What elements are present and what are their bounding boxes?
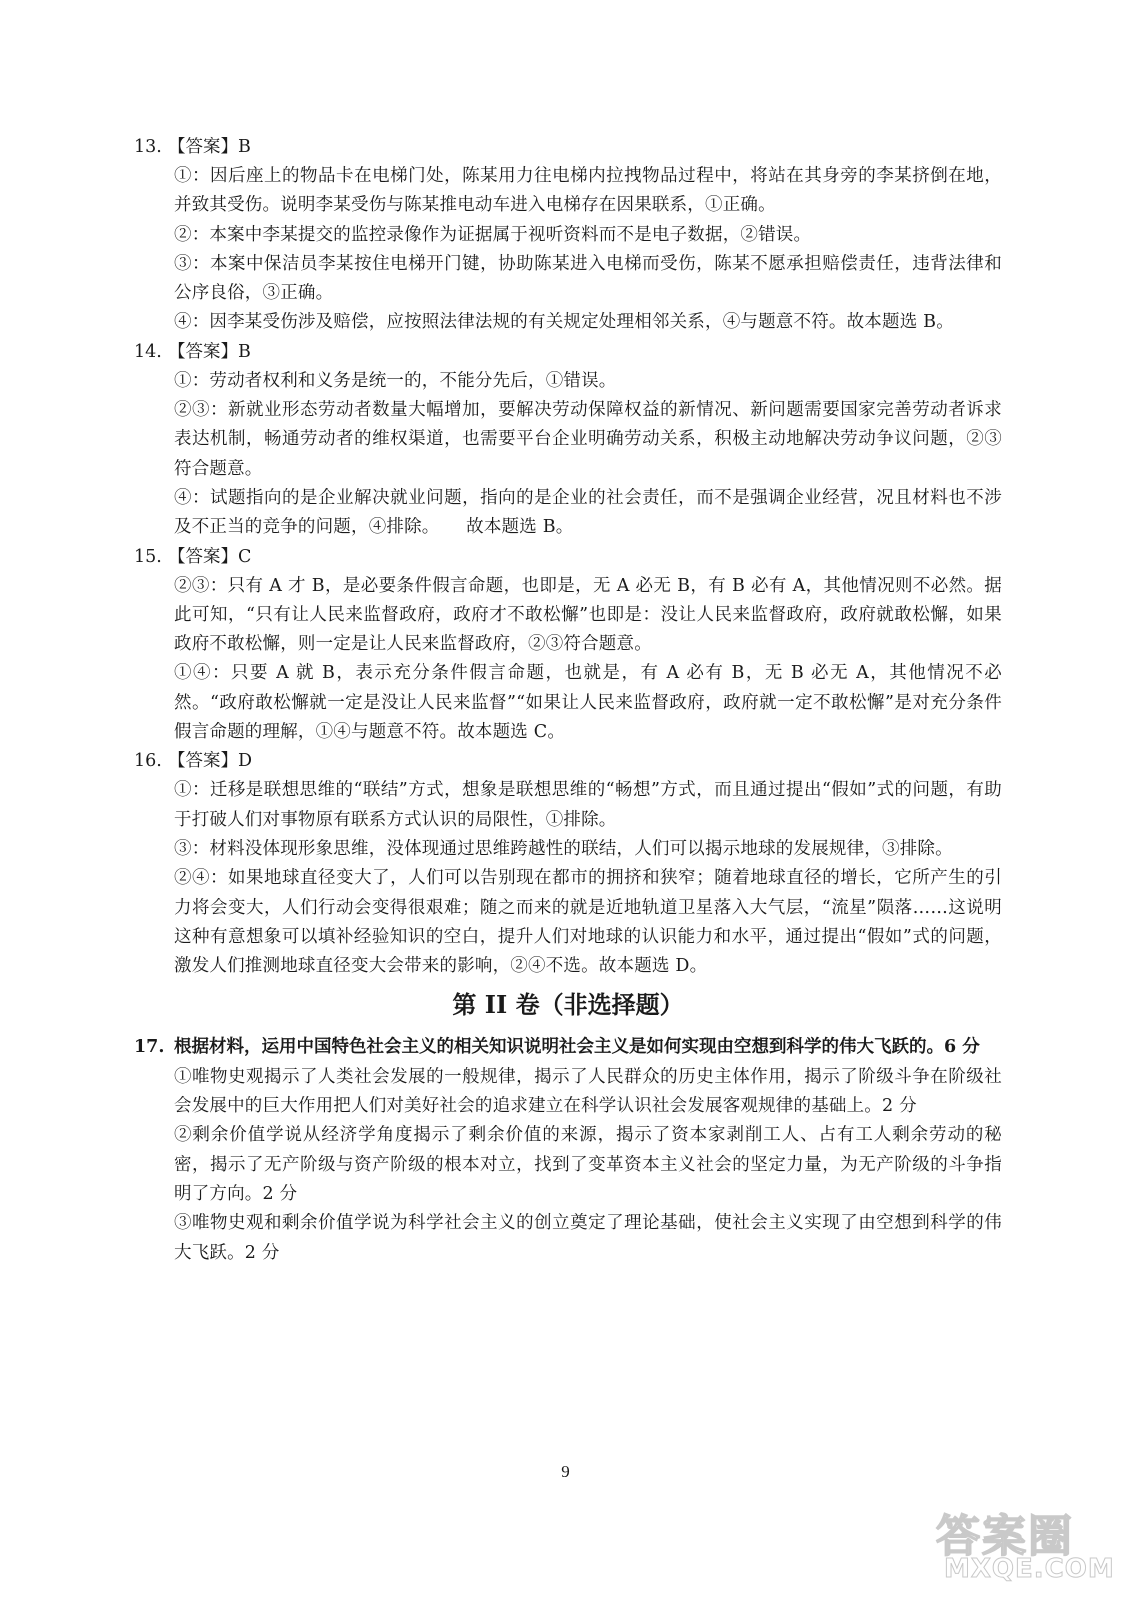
explanation-paragraph: ①④：只要 A 就 B，表示充分条件假言命题，也就是，有 A 必有 B，无 B 必无 A，其他情况不必然。“政府敢松懈就一定是没让人民来监督”“如果让人民来监督政府，政府就一定不敢松懈”是对充分条件假言命题的理解，①④与题意不符。故本题选 C。 — [174, 663, 1002, 743]
explanation-paragraph: ①：迁移是联想思维的“联结”方式，想象是联想思维的“畅想”方式，而且通过提出“假如”式的问题，有助于打破人们对事物原有联系方式认识的局限性，①排除。 — [174, 780, 1002, 830]
answer-label: 【答案】C — [168, 546, 252, 567]
section-title: 第 II 卷（非选择题） — [452, 990, 684, 1020]
question-number: 16. — [134, 751, 162, 772]
explanation-paragraph: ③：本案中保洁员李某按住电梯开门键，协助陈某进入电梯而受伤，陈某不愿承担赔偿责任，违背法律和公序良俗，③正确。 — [174, 253, 1002, 304]
answer-label: 【答案】B — [168, 341, 251, 362]
answer-point: ①唯物史观揭示了人类社会发展的一般规律，揭示了人民群众的历史主体作用，揭示了阶级斗争在阶级社会发展中的巨大作用把人们对美好社会的追求建立在科学认识社会发展客观规律的基础上。2 分 — [174, 1066, 1002, 1117]
question-17 — [134, 1033, 1002, 1267]
watermark-logo — [936, 1500, 1116, 1590]
explanation-paragraph: ③：材料没体现形象思维，没体现通过思维跨越性的联结，人们可以揭示地球的发展规律，③排除。 — [174, 838, 953, 859]
question-17-prompt — [134, 1033, 1002, 1062]
explanation-paragraph: ②③：只有 A 才 B，是必要条件假言命题，也即是，无 A 必无 B，有 B 必有 A，其他情况则不必然。据此可知，“只有让人民来监督政府，政府才不敢松懈”也即是：没让人民来监督政府，政府就敢松懈，如果政府不敢松懈，则一定是让人民来监督政府，②③符合题意。 — [174, 575, 1002, 655]
question-14-header — [134, 338, 1002, 367]
explanation-paragraph: ①：劳动者权利和义务是统一的，不能分先后，①错误。 — [174, 370, 617, 391]
watermark-domain-text: MXQE.COM — [944, 1554, 1115, 1584]
explanation-paragraph: ①：因后座上的物品卡在电梯门处，陈某用力往电梯内拉拽物品过程中，将站在其身旁的李某挤倒在地，并致其受伤。说明李某受伤与陈某推电动车进入电梯存在因果联系，①正确。 — [174, 166, 1002, 216]
answer-content — [134, 133, 1002, 1268]
explanation-paragraph: ②③：新就业形态劳动者数量大幅增加，要解决劳动保障权益的新情况、新问题需要国家完善劳动者诉求表达机制，畅通劳动者的维权渠道，也需要平台企业明确劳动关系，积极主动地解决劳动争议问题，②③符合题意。 — [174, 400, 1002, 479]
page-number: 9 — [561, 1462, 570, 1481]
question-number: 15. — [134, 546, 162, 567]
question-number: 17. — [134, 1037, 165, 1058]
question-13 — [134, 133, 1002, 338]
watermark-chinese-text: 答案圈 — [936, 1511, 1074, 1562]
answer-point: ②剩余价值学说从经济学角度揭示了剩余价值的来源，揭示了资本家剥削工人、占有工人剩余劳动的秘密，揭示了无产阶级与资产阶级的根本对立，找到了变革资本主义社会的坚定力量，为无产阶级的斗争指明了方向。2 分 — [174, 1125, 1002, 1204]
answer-label: 【答案】B — [168, 137, 251, 157]
answer-label: 【答案】D — [168, 751, 253, 772]
explanation-paragraph: ②：本案中李某提交的监控录像作为证据属于视听资料而不是电子数据，②错误。 — [174, 224, 812, 245]
question-14 — [134, 338, 1002, 543]
question-16 — [134, 747, 1002, 981]
answer-point: ③唯物史观和剩余价值学说为科学社会主义的创立奠定了理论基础，使社会主义实现了由空想到科学的伟大飞跃。2 分 — [174, 1213, 1002, 1263]
question-prompt-text: 根据材料，运用中国特色社会主义的相关知识说明社会主义是如何实现由空想到科学的伟大飞跃的。6 分 — [174, 1037, 980, 1058]
question-number: 13. — [134, 137, 162, 157]
question-13-header — [134, 133, 1002, 162]
question-15-header — [134, 543, 1002, 572]
explanation-paragraph: ④：试题指向的是企业解决就业问题，指向的是企业的社会责任，而不是强调企业经营，况且材料也不涉及不正当的竞争的问题，④排除。 故本题选 B。 — [174, 487, 1002, 538]
question-16-header — [134, 747, 1002, 776]
explanation-paragraph: ④：因李某受伤涉及赔偿，应按照法律法规的有关规定处理相邻关系，④与题意不符。故本题选 B。 — [174, 312, 954, 333]
question-number: 14. — [134, 341, 162, 362]
question-15 — [134, 543, 1002, 748]
explanation-paragraph: ②④：如果地球直径变大了，人们可以告别现在都市的拥挤和狭窄；随着地球直径的增长，它所产生的引力将会变大，人们行动会变得很艰难；随之而来的就是近地轨道卫星落入大气层，“流星”陨落……这说明这种有意想象可以填补经验知识的空白，提升人们对地球的认识能力和水平，通过提出“假如”式的问题，激发人们推测地球直径变大会带来的影响，②④不选。故本题选 D。 — [174, 868, 1002, 977]
